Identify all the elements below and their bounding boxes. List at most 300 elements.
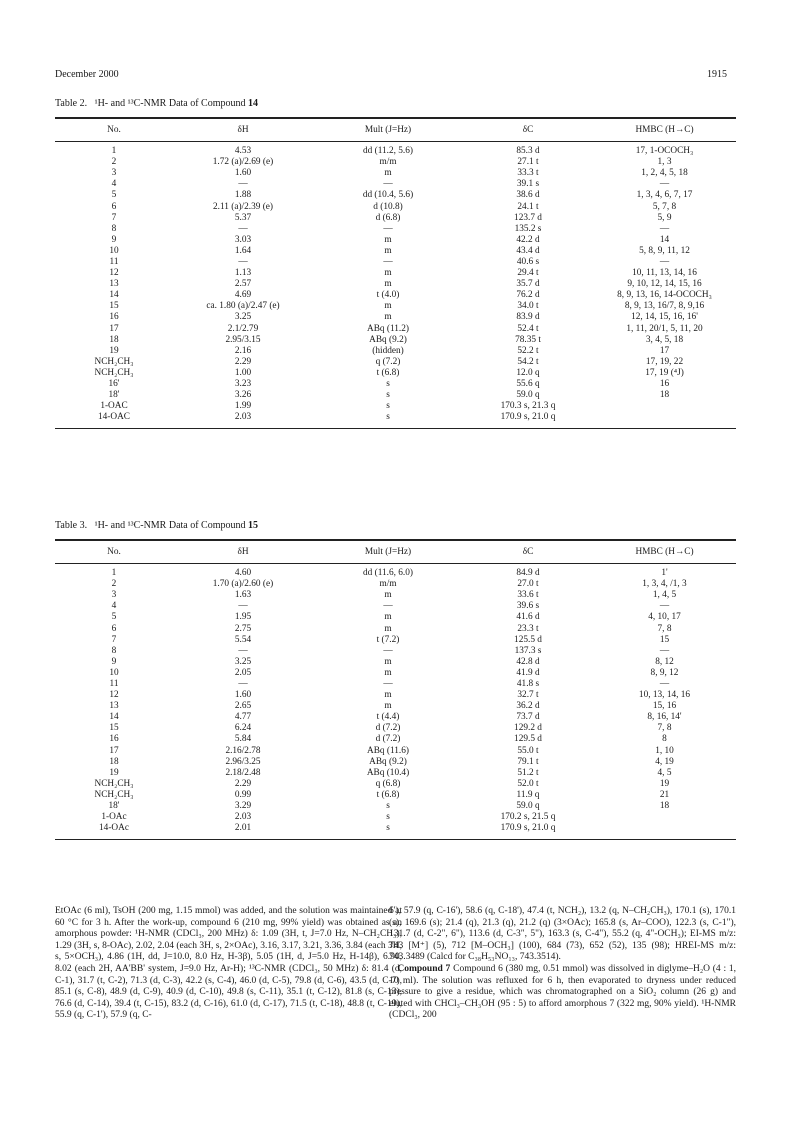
table-cell: 11 [109,256,119,267]
table-cell: 1 [111,146,117,157]
table-row [55,257,736,268]
table-cell: 2.11 (a)/2.39 (e) [212,201,274,212]
table-header-row [55,540,736,564]
table-cell: — [659,601,670,612]
table-row [55,679,736,690]
table-cell: t (6.8) [376,367,400,378]
table-cell: 129.2 d [514,723,542,734]
table-cell: m [384,701,392,712]
table-cell: 1.63 [234,590,252,601]
table-cell: d (10.8) [373,201,403,212]
table-cell: NCH₂CH₃ [94,778,134,789]
table-row [55,635,736,646]
table-cell: 3 [111,590,117,601]
table-cell: (hidden) [372,345,404,356]
table-cell: 2.05 [234,667,252,678]
table-cell: 14 [109,290,119,301]
table-cell: 170.9 s, 21.0 q [463,412,593,429]
table-cell: 4, 19 [655,756,674,767]
table-cell: 1, 10 [655,745,674,756]
table-row [55,579,736,590]
table-cell: 170.3 s, 21.3 q [500,401,556,412]
column-header: HMBC (H→C) [593,118,736,142]
table-cell: s [386,812,390,823]
table-cell: 12 [109,268,119,279]
table-cell: m [384,312,392,323]
table-cell: 7, 8 [657,723,672,734]
table-cell: 54.2 t [517,356,539,367]
table-cell: ca. 1.80 (a)/2.47 (e) [206,301,280,312]
table-cell: s [386,401,390,412]
table-cell: 3.26 [234,390,252,401]
table-cell: 1.64 [234,245,252,256]
column-header: No. [55,540,173,564]
table-cell: 123.7 d [514,212,542,223]
table-cell: 83.9 d [516,312,540,323]
table-row [55,801,736,812]
table-cell: 1.88 [234,190,252,201]
table-cell: 84.9 d [516,568,540,579]
table-row [55,623,736,634]
table-cell: 5.84 [234,734,252,745]
table-row [55,213,736,224]
table-cell: 125.5 d [514,634,542,645]
table-cell: — [659,179,670,190]
table-cell: 14-OAc [55,823,173,840]
table-cell: ABq (9.2) [369,334,407,345]
table-cell: NCH₂CH₃ [94,367,134,378]
table-cell: 14-OAC [55,412,173,429]
table-cell: 52.2 t [517,345,539,356]
table-cell: 5.37 [234,212,252,223]
table-row [55,646,736,657]
table-cell: 85.3 d [516,146,540,157]
column-header: δC [463,118,593,142]
table-cell: 135.2 s [514,223,542,234]
table2-caption-prefix: Table 2. [55,98,88,109]
table-header-row [55,118,736,142]
table-cell: ABq (11.6) [366,745,409,756]
table-row [55,168,736,179]
table-cell: 16 [659,379,670,390]
table-cell: 15 [109,301,119,312]
table-cell: 17, 19, 22 [645,356,684,367]
table-cell: 8 [111,223,117,234]
table-cell: 73.7 d [516,712,540,723]
table-row [55,590,736,601]
table2-body [55,142,736,429]
table-cell: 16' [108,379,120,390]
table3-caption-text: ¹H- and ¹³C-NMR Data of Compound [94,520,246,531]
table-cell: 1' [661,568,668,579]
table-cell: 6 [111,623,117,634]
table-cell: 18' [108,801,120,812]
table-cell: — [659,645,670,656]
table-cell: 2.03 [173,412,313,429]
table2-header [55,118,736,142]
table-cell: 10 [109,245,119,256]
table-row [55,757,736,768]
table-cell: 59.0 q [516,801,540,812]
table-cell: 16 [109,734,119,745]
table-row [55,812,736,823]
table-row [55,268,736,279]
table-cell: 1.70 (a)/2.60 (e) [212,579,274,590]
table-cell: 12 [109,690,119,701]
table-cell: 14 [109,712,119,723]
body-text-left-column: EtOAc (6 ml), TsOH (200 mg, 1.15 mmol) was added, and the solution was maintained at 60 °C for 3 h. After the work-up, compound 6 (210 mg, 99% yield) was obtained as an amorphous powder: ¹H-NMR (CDCl₃, 200 MHz) δ: 1.09 (3H, t, J=7.0 Hz, N–CH₂CH₃), 1.29 (3H, s, 8-OAc), 2.02, 2.04 (each 3H, s, 2×OAc), 3.16, 3.17, 3.21, 3.36, 3.84 (each 3H, s, 5×OCH₃), 4.86 (1H, dd, J=10.0, 8.0 Hz, H-3β), 5.05 (1H, d, J=5.0 Hz, H-14β), 6.90, 8.02 (each 2H, AA'BB' system, J=9.0 Hz, Ar-H); ¹³C-NMR (CDCl₃, 50 MHz) δ: 81.4 (d, C-1), 31.7 (t, C-2), 71.3 (d, C-3), 42.2 (s, C-4), 46.0 (d, C-5), 79.8 (d, C-6), 43.5 (d, C-7), 85.1 (s, C-8), 48.9 (d, C-9), 40.9 (d, C-10), 49.8 (s, C-11), 35.1 (t, C-12), 81.8 (s, C-13), 76.6 (d, C-14), 39.4 (t, C-15), 83.2 (d, C-16), 61.0 (d, C-17), 71.5 (t, C-18), 48.8 (t, C-19), 55.9 (q, C-1'), 57.9 (q, C- [55,906,402,1021]
table-cell: — [383,645,393,656]
table-cell: d (7.2) [375,734,401,745]
table-cell: 10 [109,667,119,678]
table-cell: 41.9 d [516,667,540,678]
table-cell: 0.99 [234,789,252,800]
table-cell: 2.16/2.78 [225,745,261,756]
table-cell: — [238,601,248,612]
table-cell: 1 [111,568,117,579]
table-cell: 2 [111,157,117,168]
table-row [55,790,736,801]
table-cell: m [384,268,392,279]
table-cell: 17, 19 (⁴J) [645,367,684,378]
table-cell: 19 [109,345,119,356]
table-cell: 1.13 [234,268,252,279]
table-cell: 35.7 d [516,279,540,290]
table-cell: 4 [111,179,117,190]
table-row [55,390,736,401]
table-cell: 19 [659,778,670,789]
table-cell: 1, 3, 4, 6, 7, 17 [636,190,693,201]
table-row [55,657,736,668]
table-cell: 39.1 s [516,179,540,190]
table-cell: 2.18/2.48 [225,767,261,778]
table-cell: 170.2 s, 21.5 q [500,812,556,823]
table-row [55,564,736,580]
table-cell: — [238,645,248,656]
table-cell: 14 [659,234,670,245]
table-cell: ABq (9.2) [369,756,407,767]
table-cell: 3 [111,168,117,179]
table-cell: dd (11.2, 5.6) [362,146,413,157]
table-cell: m [384,623,392,634]
body-text-right-column [389,906,736,1022]
table-cell: 129.5 d [514,734,542,745]
page-number: 1915 [707,69,727,80]
table-cell: m [384,245,392,256]
table-cell: 55.6 q [516,379,540,390]
table3-caption-compound: 15 [248,520,259,531]
table-cell: 7 [111,212,117,223]
table-cell: 43.4 d [516,245,540,256]
column-header: Mult (J=Hz) [313,540,463,564]
table-cell: 18 [109,756,119,767]
table-cell: 10, 13, 14, 16 [638,690,691,701]
column-header: δC [463,540,593,564]
table-cell: dd (10.4, 5.6) [362,190,414,201]
table-cell: 12.0 q [516,367,540,378]
table-cell: s [386,379,390,390]
table3-body [55,564,736,840]
table-cell: 2.96/3.25 [225,756,261,767]
table-row [55,368,736,379]
table-cell: 4.60 [234,568,252,579]
table-cell: q (6.8) [375,778,401,789]
table-cell: 1.99 [234,401,252,412]
table-cell: 15, 16 [652,701,677,712]
table-cell: 52.4 t [517,323,539,334]
table-cell: 41.6 d [516,612,540,623]
table-cell: 4, 10, 17 [648,612,681,623]
table-row [55,246,736,257]
table-cell: dd (11.6, 6.0) [362,568,413,579]
table-cell: 76.2 d [516,290,540,301]
table-cell: 2.01 [173,823,313,840]
table-cell: 4 [111,601,117,612]
table3-caption-prefix: Table 3. [55,520,88,531]
table-cell: 34.0 t [517,301,539,312]
table-cell: 2.29 [234,356,252,367]
table-row [55,412,736,429]
table-cell: s [313,823,463,840]
table-cell: 2.95/3.15 [225,334,261,345]
table3-nmr-data [55,539,736,840]
table-row [55,734,736,745]
table-cell: 4.69 [234,290,252,301]
table-cell: 13 [109,279,119,290]
table-cell [593,812,736,823]
table-cell: 52.0 t [517,778,539,789]
table-cell: — [383,179,393,190]
table-cell: 9, 10, 12, 14, 15, 16 [627,279,702,290]
table-cell: s [386,801,390,812]
table-cell: — [659,678,670,689]
table-cell: 55.0 t [517,745,539,756]
table-cell: — [238,223,248,234]
table-cell: 1.00 [234,367,252,378]
table-row [55,357,736,368]
table-cell: 15 [659,634,670,645]
table-cell: 4.77 [234,712,252,723]
table-cell: 38.6 d [516,190,540,201]
table-cell: 5, 7, 8 [652,201,677,212]
table-cell: 5.54 [234,634,252,645]
table-row [55,712,736,723]
table-row [55,301,736,312]
table-cell: 1-OAC [100,401,128,412]
table-cell: 1.95 [234,612,252,623]
table-row [55,157,736,168]
table-cell: 19 [109,767,119,778]
table-cell: 27.1 t [517,157,539,168]
table-cell: 8 [662,734,667,745]
table-row [55,312,736,323]
table-cell: m/m [379,157,397,168]
table-cell: m [384,590,392,601]
table-cell: t (4.0) [376,290,400,301]
table-cell: NCH₂CH₃ [94,356,134,367]
table-cell: 11 [109,678,119,689]
table-row [55,612,736,623]
table-cell: m [384,612,392,623]
table-cell: 78.35 t [515,334,541,345]
column-header: HMBC (H→C) [593,540,736,564]
table-cell: 9 [111,234,117,245]
table-cell: 18 [659,801,670,812]
table-cell: 5, 8, 9, 11, 12 [639,245,690,256]
table-cell: 79.1 t [517,756,539,767]
table-cell: 9 [111,656,117,667]
table-cell: 2.03 [234,812,252,823]
table-cell: 40.6 s [516,256,540,267]
running-header-date: December 2000 [55,69,119,80]
table-cell: 8, 16, 14' [647,712,682,723]
table-cell: 5 [111,190,117,201]
table-cell: t (4.4) [376,712,400,723]
table-cell: — [238,179,248,190]
table-cell: 2.57 [234,279,252,290]
table-row [55,668,736,679]
column-header: δH [173,540,313,564]
table-row [55,190,736,201]
table-cell: 51.2 t [517,767,539,778]
table-cell: 1, 3, 4, /1, 3 [642,579,687,590]
table-cell: 5, 9 [657,212,672,223]
table-row [55,224,736,235]
table-cell: 17 [109,323,119,334]
table-cell: 6.24 [234,723,252,734]
table-cell: 1.60 [234,168,252,179]
table-cell: m [384,656,392,667]
table2-caption-text: ¹H- and ¹³C-NMR Data of Compound [94,98,246,109]
table-row [55,335,736,346]
table-cell: 32.7 t [517,690,539,701]
table-cell: 11.9 q [516,789,540,800]
table-cell: 2 [111,579,117,590]
table-cell: — [383,601,393,612]
table-row [55,690,736,701]
table-cell: 8, 9, 13, 16/7, 8, 9,16 [624,301,705,312]
table-cell: — [238,678,248,689]
table-row [55,279,736,290]
table-cell: — [383,223,393,234]
column-header: δH [173,118,313,142]
table-cell: m [384,690,392,701]
table-cell: m/m [379,579,397,590]
table-cell: 3, 4, 5, 18 [645,334,684,345]
table-cell: 8, 12 [655,656,674,667]
table-cell: 3.25 [234,656,252,667]
table-cell: 17, 1-OCOCH₃ [635,146,694,157]
table-row [55,346,736,357]
table-cell: 2.1/2.79 [227,323,259,334]
table-cell: 13 [109,701,119,712]
table-cell: 2.29 [234,778,252,789]
table-cell: 33.6 t [517,590,539,601]
table-cell: 4.53 [234,146,252,157]
table3-caption [55,520,258,531]
table-cell: 1-OAc [101,812,127,823]
column-header: No. [55,118,173,142]
table-cell: 15 [109,723,119,734]
table-row [55,701,736,712]
table-cell: 24.1 t [517,201,539,212]
compound-7-heading: Compound 7 [397,963,451,974]
table-cell: 7, 8 [657,623,672,634]
table-cell: 39.6 s [516,601,540,612]
table-row [55,142,736,158]
table-row [55,324,736,335]
table-row [55,379,736,390]
table-cell: 21 [659,789,670,800]
table-row [55,768,736,779]
table-cell: 59.0 q [516,390,540,401]
body-text-right-part2: Compound 6 (380 mg, 0.51 mmol) was dissolved in diglyme–H₂O (4 : 1, 10 ml). The solution was refluxed for 6 h, then evaporated to dryness under reduced pressure to give a residue, which was chromatographed on a SiO₂ column (26 g) and eluted with CHCl₃–CH₃OH (95 : 5) to afford amorphous 7 (322 mg, 90% yield). ¹H-NMR (CDCl₃, 200 [389,963,737,1021]
table-cell: t (6.8) [376,789,400,800]
table-cell: 41.8 s [516,678,540,689]
table-cell: 16 [109,312,119,323]
table-cell: m [384,168,392,179]
table-cell: m [384,279,392,290]
table-cell: 170.9 s, 21.0 q [463,823,593,840]
table-row [55,601,736,612]
column-header: Mult (J=Hz) [313,118,463,142]
table-row [55,723,736,734]
table-cell: 17 [659,345,670,356]
table-cell: 6 [111,201,117,212]
table-cell: — [659,223,670,234]
table-cell: 5 [111,612,117,623]
table-cell: 1.60 [234,690,252,701]
table-cell: d (7.2) [375,723,401,734]
table-cell [593,823,736,840]
table-cell: 23.3 t [517,623,539,634]
table-cell: 33.3 t [517,168,539,179]
table-cell: t (7.2) [376,634,400,645]
table-cell: m [384,234,392,245]
table-cell: — [383,256,393,267]
table-cell: 1, 4, 5 [652,590,677,601]
body-text-right-part1: 6'), 57.9 (q, C-16'), 58.6 (q, C-18'), 47.4 (t, NCH₂), 13.2 (q, N–CH₂CH₃), 170.1 (s), 170.1 (s), 169.6 (s); 21.4 (q), 21.3 (q), 21.2 (q) (3×OAc); 165.8 (s, Ar–COO), 122.3 (s, C-1"), 131.7 (d, C-2", 6"), 113.6 (d, C-3", 5"), 163.3 (s, C-4"), 55.2 (q, 4"-OCH₃); EI-MS m/z: 743 [M⁺] (5), 712 [M–OCH₃] (100), 684 (73), 652 (52), 135 (98); HREI-MS m/z: 743.3489 (Calcd for C₃₈H₅₃NO₁₃, 743.3514). [389,906,736,963]
table-cell: d (6.8) [375,212,401,223]
table-row [55,201,736,212]
table-cell: s [313,412,463,429]
table-cell: 10, 11, 13, 14, 16 [632,268,697,279]
table-cell: 8 [111,645,117,656]
table-cell: ABq (11.2) [366,323,409,334]
table-cell: 1, 2, 4, 5, 18 [641,168,688,179]
table-cell: 12, 14, 15, 16, 16' [631,312,698,323]
table2-caption-compound: 14 [248,98,259,109]
table-cell: NCH₂CH₃ [94,789,134,800]
table-cell: 42.2 d [516,234,540,245]
table-cell: 42.8 d [516,656,540,667]
table-cell: 2.65 [234,701,252,712]
table-cell: 2.16 [234,345,252,356]
table3-header [55,540,736,564]
table-cell: 8, 9, 12 [650,667,679,678]
table-cell: 36.2 d [516,701,540,712]
table-cell: 3.03 [234,234,252,245]
table-row [55,823,736,840]
table-row [55,779,736,790]
table-cell: 2.75 [234,623,252,634]
table-cell: 3.25 [234,312,252,323]
table-cell: 1, 3 [657,157,672,168]
table-cell: 137.3 s [514,645,542,656]
table-cell: 29.4 t [517,268,539,279]
table-cell: — [238,256,248,267]
table-cell: 17 [109,745,119,756]
